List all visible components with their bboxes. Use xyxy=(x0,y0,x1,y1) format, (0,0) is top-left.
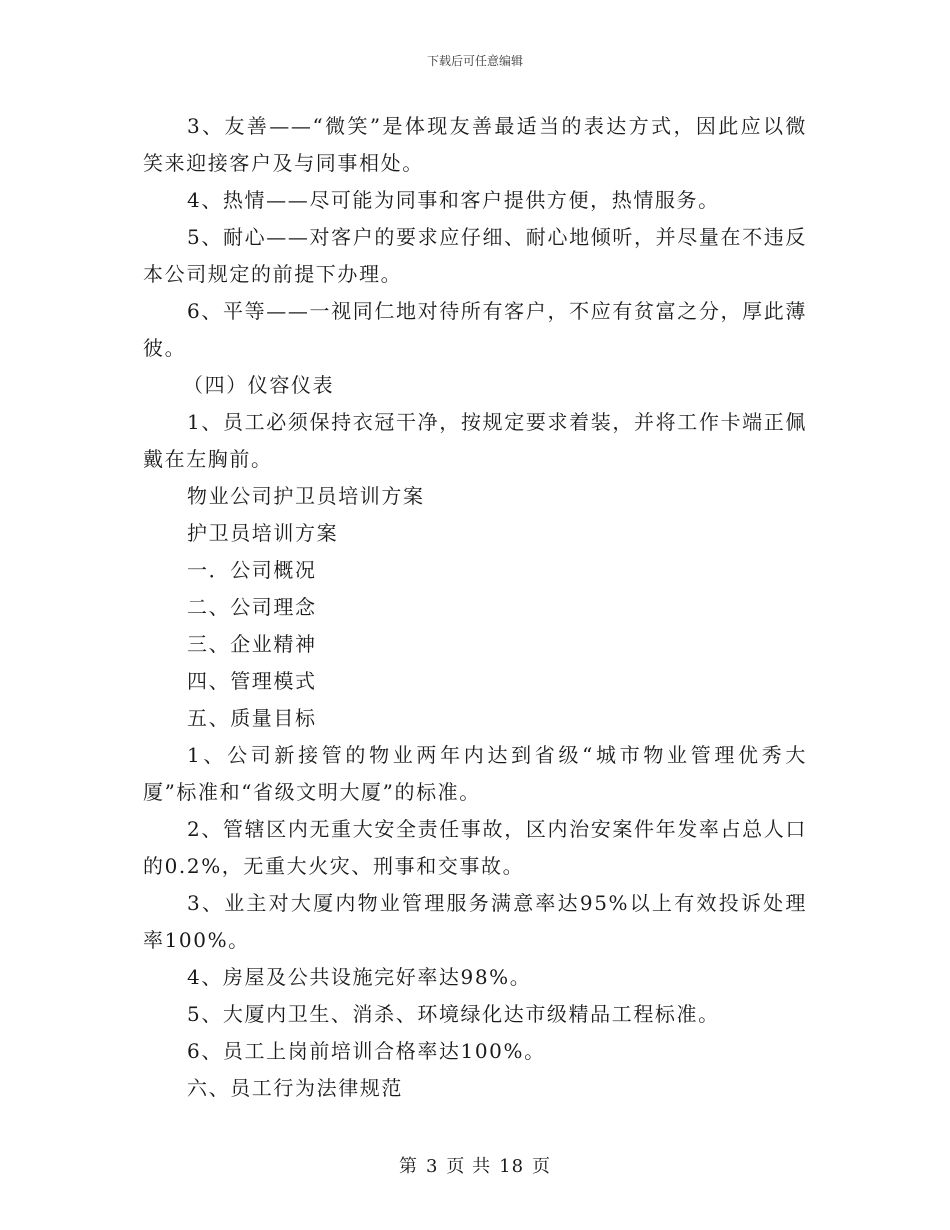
goal-item-2: 2、管辖区内无重大安全责任事故，区内治安案件年发率占总人口的0.2%，无重大火灾、刑事和交事故。 xyxy=(143,817,807,878)
goal-item-5: 5、大厦内卫生、消杀、环境绿化达市级精品工程标准。 xyxy=(187,1002,720,1026)
heading-company-philosophy: 二、公司理念 xyxy=(187,595,317,619)
footer-suffix: 页 xyxy=(532,1156,552,1177)
goal-item-1: 1、公司新接管的物业两年内达到省级“城市物业管理优秀大厦”标准和“省级文明大厦”的标准。 xyxy=(143,743,807,804)
heading-enterprise-spirit: 三、企业精神 xyxy=(187,632,317,656)
heading-company-overview: 一．公司概况 xyxy=(187,558,317,582)
section-heading-appearance: （四）仪容仪表 xyxy=(183,373,335,397)
heading-management-model: 四、管理模式 xyxy=(187,669,317,693)
page-footer xyxy=(0,1152,950,1178)
footer-current-page: 3 xyxy=(425,1156,439,1177)
footer-total-pages: 18 xyxy=(499,1156,525,1177)
heading-quality-goals: 五、质量目标 xyxy=(187,706,317,730)
page-header-note: 下载后可任意编辑 xyxy=(426,54,523,68)
heading-employee-conduct: 六、员工行为法律规范 xyxy=(187,1076,403,1100)
paragraph-friendly: 3、友善——“微笑”是体现友善最适当的表达方式，因此应以微笑来迎接客户及与同事相处。 xyxy=(143,114,807,175)
paragraph-equality: 6、平等——一视同仁地对待所有客户，不应有贫富之分，厚此薄彼。 xyxy=(143,299,807,360)
paragraph-enthusiasm: 4、热情——尽可能为同事和客户提供方便，热情服务。 xyxy=(187,188,720,212)
footer-middle: 页 共 xyxy=(446,1156,492,1177)
footer-prefix: 第 xyxy=(398,1156,418,1177)
document-subtitle: 护卫员培训方案 xyxy=(187,521,339,545)
document-title: 物业公司护卫员培训方案 xyxy=(187,484,425,508)
goal-item-3: 3、业主对大厦内物业管理服务满意率达95%以上有效投诉处理率100%。 xyxy=(143,891,807,952)
paragraph-patience: 5、耐心——对客户的要求应仔细、耐心地倾听，并尽量在不违反本公司规定的前提下办理。 xyxy=(143,225,807,286)
goal-item-4: 4、房屋及公共设施完好率达98%。 xyxy=(187,965,532,989)
paragraph-attire: 1、员工必须保持衣冠干净，按规定要求着装，并将工作卡端正佩戴在左胸前。 xyxy=(143,410,807,471)
document-body xyxy=(143,108,807,1107)
goal-item-6: 6、员工上岗前培训合格率达100%。 xyxy=(187,1039,546,1063)
